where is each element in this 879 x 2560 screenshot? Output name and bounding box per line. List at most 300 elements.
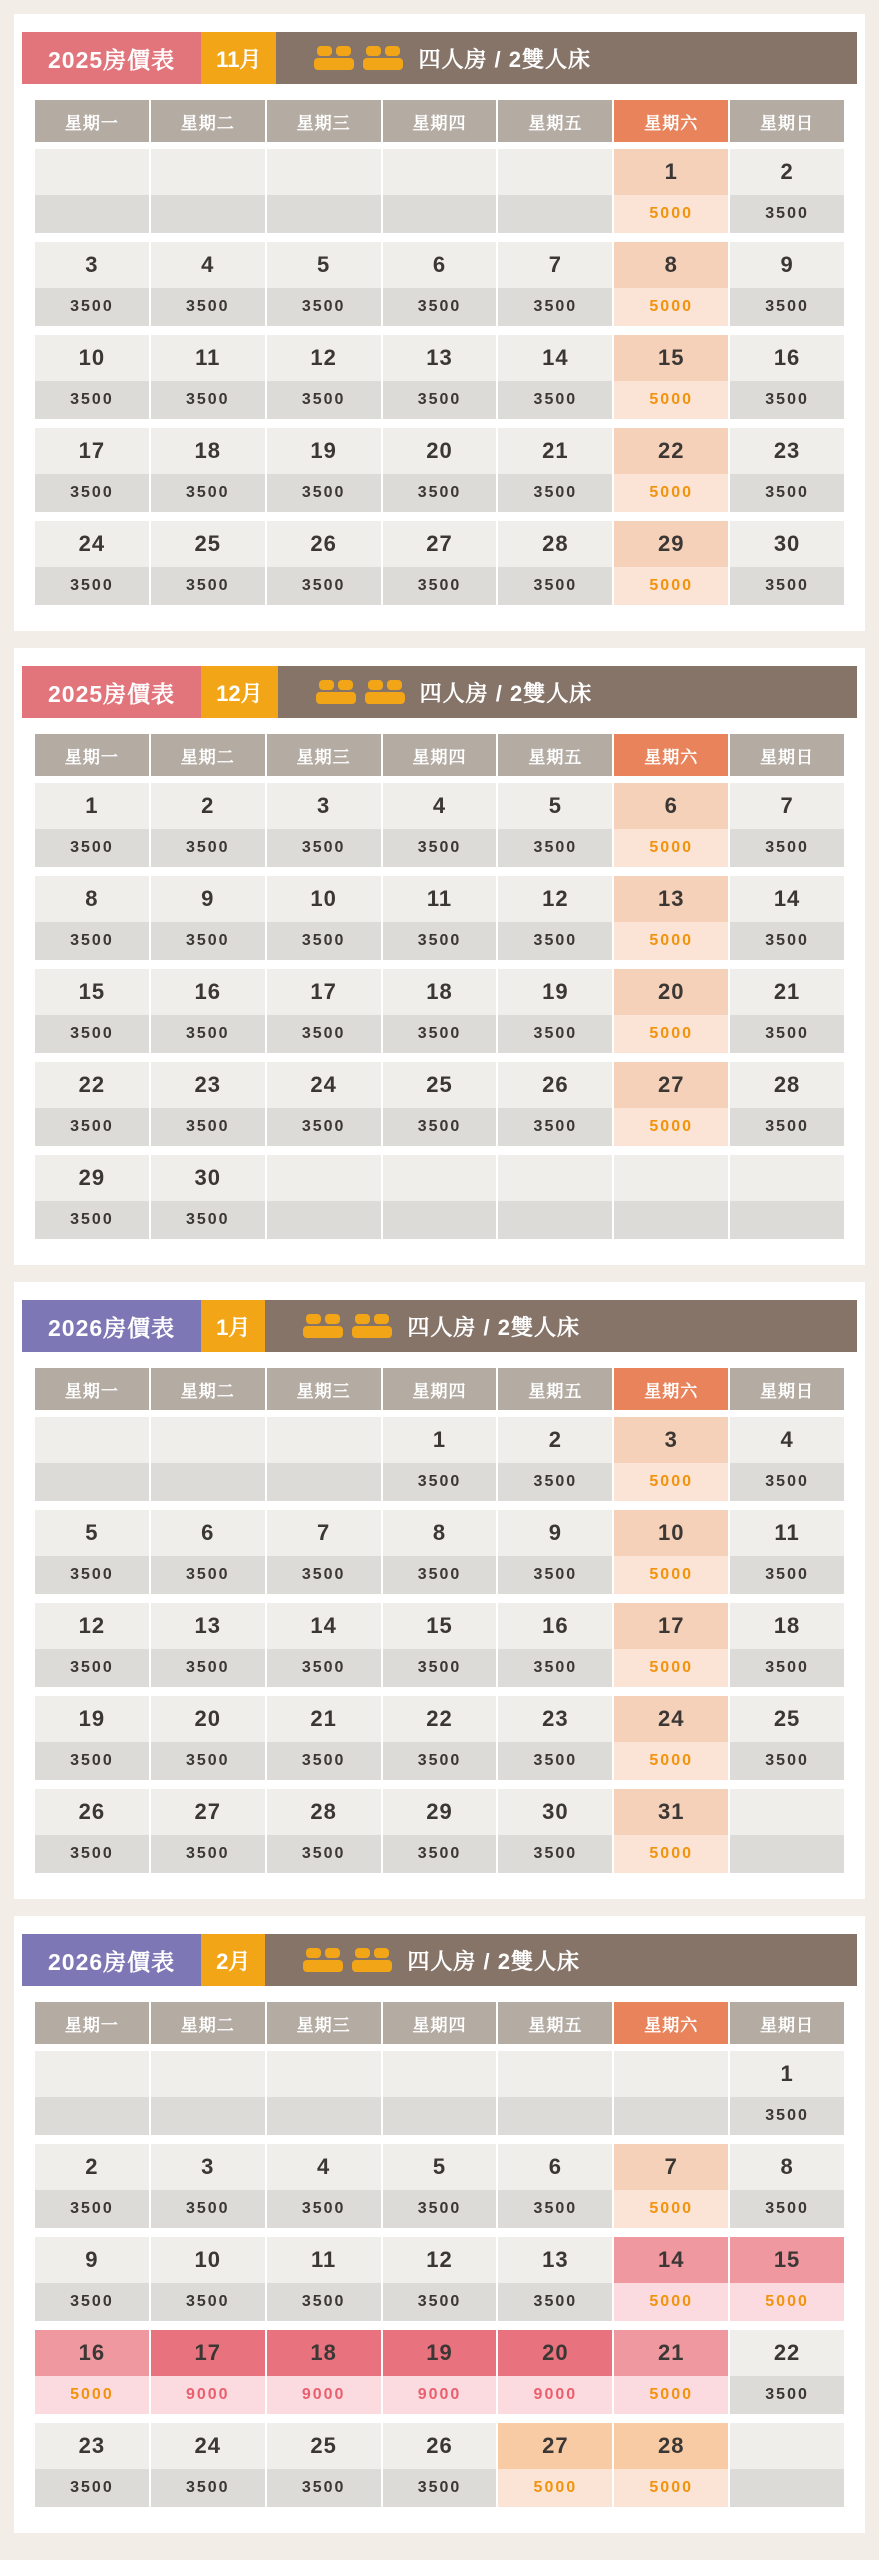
day-cell bbox=[151, 2144, 265, 2228]
day-cell bbox=[151, 1603, 265, 1687]
day-number: 20 bbox=[614, 969, 728, 1015]
day-cell bbox=[730, 521, 844, 605]
empty-cell bbox=[267, 1417, 381, 1501]
weekday-header-1: 星期一 bbox=[35, 734, 149, 776]
day-cell bbox=[383, 521, 497, 605]
day-number: 28 bbox=[614, 2423, 728, 2469]
day-number: 2 bbox=[35, 2144, 149, 2190]
day-number: 24 bbox=[267, 1062, 381, 1108]
weekday-header-7: 星期日 bbox=[730, 100, 844, 142]
price-value: 5000 bbox=[614, 381, 728, 419]
price-value: 3500 bbox=[151, 381, 265, 419]
weekday-header-4: 星期四 bbox=[383, 1368, 497, 1410]
day-cell bbox=[267, 2237, 381, 2321]
price-value: 5000 bbox=[614, 2376, 728, 2414]
day-cell bbox=[151, 1155, 265, 1239]
weeks-container bbox=[35, 2051, 844, 2507]
day-cell bbox=[151, 242, 265, 326]
price-value: 3500 bbox=[383, 1015, 497, 1053]
day-cell bbox=[614, 969, 728, 1053]
day-cell bbox=[35, 783, 149, 867]
price-value: 5000 bbox=[614, 1463, 728, 1501]
double-bed-icon bbox=[352, 1947, 392, 1974]
price-value bbox=[614, 2097, 728, 2135]
day-cell bbox=[730, 428, 844, 512]
day-number: 24 bbox=[35, 521, 149, 567]
price-value: 3500 bbox=[498, 1108, 612, 1146]
price-value: 5000 bbox=[614, 1108, 728, 1146]
price-value: 5000 bbox=[730, 2283, 844, 2321]
price-value: 9000 bbox=[267, 2376, 381, 2414]
empty-cell bbox=[267, 2051, 381, 2135]
price-value: 3500 bbox=[383, 1108, 497, 1146]
day-number: 20 bbox=[151, 1696, 265, 1742]
day-cell bbox=[35, 2237, 149, 2321]
price-value: 3500 bbox=[35, 1015, 149, 1053]
day-number: 8 bbox=[614, 242, 728, 288]
price-value: 3500 bbox=[498, 288, 612, 326]
day-number: 13 bbox=[614, 876, 728, 922]
day-cell bbox=[267, 242, 381, 326]
price-value: 3500 bbox=[730, 1108, 844, 1146]
day-number: 29 bbox=[35, 1155, 149, 1201]
day-cell bbox=[498, 428, 612, 512]
price-value: 3500 bbox=[730, 567, 844, 605]
day-cell bbox=[383, 1603, 497, 1687]
weekday-header-5: 星期五 bbox=[498, 1368, 612, 1410]
day-cell bbox=[35, 1062, 149, 1146]
day-number bbox=[35, 149, 149, 195]
price-value: 3500 bbox=[267, 288, 381, 326]
weekday-header-2: 星期二 bbox=[151, 100, 265, 142]
day-cell bbox=[614, 1417, 728, 1501]
day-cell bbox=[614, 1696, 728, 1780]
day-number bbox=[383, 1155, 497, 1201]
day-cell bbox=[730, 149, 844, 233]
day-number: 11 bbox=[151, 335, 265, 381]
day-cell bbox=[151, 428, 265, 512]
double-bed-icon bbox=[303, 1947, 343, 1974]
day-number: 9 bbox=[498, 1510, 612, 1556]
price-value: 5000 bbox=[614, 1015, 728, 1053]
day-number bbox=[151, 1417, 265, 1463]
day-cell bbox=[35, 2144, 149, 2228]
day-number: 23 bbox=[35, 2423, 149, 2469]
day-cell bbox=[35, 1155, 149, 1239]
week-row bbox=[35, 2237, 844, 2321]
weekday-header-6: 星期六 bbox=[614, 734, 728, 776]
price-value bbox=[151, 195, 265, 233]
price-value: 3500 bbox=[267, 1108, 381, 1146]
day-number: 12 bbox=[498, 876, 612, 922]
day-cell bbox=[498, 876, 612, 960]
day-cell bbox=[498, 2423, 612, 2507]
price-value: 3500 bbox=[730, 2376, 844, 2414]
day-number: 10 bbox=[151, 2237, 265, 2283]
day-number bbox=[614, 1155, 728, 1201]
price-value bbox=[383, 2097, 497, 2135]
day-number: 2 bbox=[498, 1417, 612, 1463]
week-row bbox=[35, 1789, 844, 1873]
day-number: 3 bbox=[35, 242, 149, 288]
empty-cell bbox=[498, 149, 612, 233]
day-number: 18 bbox=[151, 428, 265, 474]
month-badge: 11月 bbox=[201, 32, 276, 84]
calendar-grid bbox=[35, 1368, 844, 1873]
price-value: 3500 bbox=[730, 1556, 844, 1594]
week-row bbox=[35, 521, 844, 605]
calendar-card bbox=[14, 1916, 865, 2533]
price-value: 3500 bbox=[151, 1742, 265, 1780]
day-number: 1 bbox=[35, 783, 149, 829]
day-cell bbox=[267, 1789, 381, 1873]
day-number: 16 bbox=[730, 335, 844, 381]
week-row bbox=[35, 969, 844, 1053]
price-value: 3500 bbox=[498, 474, 612, 512]
day-cell bbox=[383, 1789, 497, 1873]
day-number: 18 bbox=[267, 2330, 381, 2376]
week-row bbox=[35, 2051, 844, 2135]
day-number: 13 bbox=[151, 1603, 265, 1649]
day-cell bbox=[267, 876, 381, 960]
day-number: 19 bbox=[267, 428, 381, 474]
day-number: 13 bbox=[383, 335, 497, 381]
day-cell bbox=[267, 969, 381, 1053]
calendar-header bbox=[22, 1934, 857, 1986]
day-cell bbox=[383, 2144, 497, 2228]
price-value: 3500 bbox=[267, 567, 381, 605]
week-row bbox=[35, 783, 844, 867]
price-value: 3500 bbox=[35, 2190, 149, 2228]
week-row bbox=[35, 1155, 844, 1239]
price-value bbox=[498, 1201, 612, 1239]
day-cell bbox=[35, 876, 149, 960]
day-number: 21 bbox=[730, 969, 844, 1015]
price-value: 3500 bbox=[35, 381, 149, 419]
day-number: 9 bbox=[151, 876, 265, 922]
price-value: 5000 bbox=[614, 1649, 728, 1687]
day-number: 21 bbox=[498, 428, 612, 474]
empty-cell bbox=[498, 2051, 612, 2135]
day-cell bbox=[498, 783, 612, 867]
weekday-header-7: 星期日 bbox=[730, 1368, 844, 1410]
price-value: 3500 bbox=[498, 2190, 612, 2228]
double-bed-icon bbox=[365, 679, 405, 706]
empty-cell bbox=[151, 149, 265, 233]
day-cell bbox=[383, 1062, 497, 1146]
day-number: 29 bbox=[614, 521, 728, 567]
price-value: 3500 bbox=[267, 1742, 381, 1780]
weeks-container bbox=[35, 1417, 844, 1873]
day-cell bbox=[35, 1603, 149, 1687]
price-value: 3500 bbox=[151, 1649, 265, 1687]
week-row bbox=[35, 2423, 844, 2507]
day-cell bbox=[35, 242, 149, 326]
weekday-header-1: 星期一 bbox=[35, 1368, 149, 1410]
price-value: 5000 bbox=[614, 2283, 728, 2321]
day-cell bbox=[730, 969, 844, 1053]
day-number: 5 bbox=[383, 2144, 497, 2190]
day-cell bbox=[35, 2423, 149, 2507]
price-value: 3500 bbox=[383, 474, 497, 512]
price-value: 3500 bbox=[730, 1742, 844, 1780]
price-value bbox=[383, 1201, 497, 1239]
day-number: 5 bbox=[498, 783, 612, 829]
day-cell bbox=[267, 783, 381, 867]
price-value: 9000 bbox=[383, 2376, 497, 2414]
price-value bbox=[730, 1201, 844, 1239]
price-value: 3500 bbox=[267, 1649, 381, 1687]
price-value: 3500 bbox=[151, 1556, 265, 1594]
price-value: 3500 bbox=[35, 474, 149, 512]
price-value: 3500 bbox=[151, 474, 265, 512]
weekday-header-2: 星期二 bbox=[151, 1368, 265, 1410]
day-cell bbox=[267, 521, 381, 605]
weeks-container bbox=[35, 149, 844, 605]
day-cell bbox=[498, 1789, 612, 1873]
day-number: 6 bbox=[151, 1510, 265, 1556]
day-number: 6 bbox=[614, 783, 728, 829]
day-cell bbox=[498, 1603, 612, 1687]
day-cell bbox=[151, 521, 265, 605]
day-cell bbox=[151, 1789, 265, 1873]
price-value: 3500 bbox=[383, 288, 497, 326]
price-value: 3500 bbox=[151, 1835, 265, 1873]
price-value: 5000 bbox=[614, 1835, 728, 1873]
price-value: 3500 bbox=[498, 567, 612, 605]
price-value: 3500 bbox=[35, 1835, 149, 1873]
week-row bbox=[35, 1696, 844, 1780]
day-number: 12 bbox=[35, 1603, 149, 1649]
day-cell bbox=[383, 876, 497, 960]
day-number: 1 bbox=[730, 2051, 844, 2097]
price-value: 3500 bbox=[498, 2283, 612, 2321]
day-number: 14 bbox=[267, 1603, 381, 1649]
day-number: 11 bbox=[383, 876, 497, 922]
week-row bbox=[35, 1510, 844, 1594]
price-value: 3500 bbox=[730, 2190, 844, 2228]
day-number: 30 bbox=[151, 1155, 265, 1201]
room-type-label: 四人房 / 2雙人床 bbox=[418, 46, 592, 72]
price-value: 3500 bbox=[151, 288, 265, 326]
day-cell bbox=[383, 1417, 497, 1501]
day-cell bbox=[383, 2423, 497, 2507]
weekday-header-6: 星期六 bbox=[614, 2002, 728, 2044]
day-cell bbox=[151, 1510, 265, 1594]
price-value: 5000 bbox=[614, 1556, 728, 1594]
price-value bbox=[267, 1463, 381, 1501]
day-cell bbox=[267, 335, 381, 419]
price-value: 3500 bbox=[267, 2190, 381, 2228]
day-cell bbox=[35, 1696, 149, 1780]
price-value: 3500 bbox=[35, 1742, 149, 1780]
day-cell bbox=[730, 876, 844, 960]
year-badge: 2026房價表 bbox=[22, 1300, 201, 1352]
day-cell bbox=[730, 2144, 844, 2228]
price-value: 3500 bbox=[35, 1649, 149, 1687]
price-value: 3500 bbox=[151, 922, 265, 960]
weekday-header-row bbox=[35, 1368, 844, 1410]
price-value: 3500 bbox=[730, 922, 844, 960]
weekday-header-1: 星期一 bbox=[35, 100, 149, 142]
empty-cell bbox=[151, 1417, 265, 1501]
day-number: 8 bbox=[35, 876, 149, 922]
day-cell bbox=[614, 1062, 728, 1146]
day-number: 5 bbox=[35, 1510, 149, 1556]
day-cell bbox=[614, 2237, 728, 2321]
day-cell bbox=[267, 428, 381, 512]
weekday-header-row bbox=[35, 2002, 844, 2044]
day-number: 30 bbox=[730, 521, 844, 567]
day-number bbox=[267, 1417, 381, 1463]
day-cell bbox=[614, 783, 728, 867]
price-value: 5000 bbox=[614, 829, 728, 867]
price-value bbox=[151, 2097, 265, 2135]
day-number: 16 bbox=[35, 2330, 149, 2376]
day-number: 4 bbox=[730, 1417, 844, 1463]
weekday-header-4: 星期四 bbox=[383, 100, 497, 142]
empty-cell bbox=[267, 149, 381, 233]
price-value: 3500 bbox=[730, 474, 844, 512]
price-value: 3500 bbox=[498, 1556, 612, 1594]
price-value: 3500 bbox=[383, 1835, 497, 1873]
empty-cell bbox=[614, 1155, 728, 1239]
price-value bbox=[614, 1201, 728, 1239]
day-number: 14 bbox=[498, 335, 612, 381]
price-value bbox=[383, 195, 497, 233]
price-value: 5000 bbox=[614, 195, 728, 233]
weekday-header-3: 星期三 bbox=[267, 2002, 381, 2044]
day-cell bbox=[730, 1603, 844, 1687]
day-number: 12 bbox=[383, 2237, 497, 2283]
empty-cell bbox=[383, 149, 497, 233]
day-cell bbox=[151, 783, 265, 867]
calendar-header bbox=[22, 666, 857, 718]
day-cell bbox=[383, 969, 497, 1053]
price-value: 3500 bbox=[498, 1015, 612, 1053]
price-value: 3500 bbox=[730, 195, 844, 233]
day-cell bbox=[730, 242, 844, 326]
day-number: 27 bbox=[151, 1789, 265, 1835]
day-cell bbox=[498, 521, 612, 605]
day-number: 21 bbox=[267, 1696, 381, 1742]
day-cell bbox=[383, 242, 497, 326]
day-number: 22 bbox=[730, 2330, 844, 2376]
week-row bbox=[35, 149, 844, 233]
week-row bbox=[35, 1062, 844, 1146]
price-value: 3500 bbox=[383, 922, 497, 960]
price-value: 5000 bbox=[614, 1742, 728, 1780]
day-number bbox=[498, 2051, 612, 2097]
price-value: 3500 bbox=[151, 1108, 265, 1146]
weekday-header-6: 星期六 bbox=[614, 100, 728, 142]
day-cell bbox=[614, 2144, 728, 2228]
day-number: 6 bbox=[498, 2144, 612, 2190]
day-cell bbox=[730, 2237, 844, 2321]
week-row bbox=[35, 335, 844, 419]
day-number bbox=[730, 1789, 844, 1835]
weekday-header-4: 星期四 bbox=[383, 2002, 497, 2044]
price-value bbox=[498, 195, 612, 233]
price-value bbox=[151, 1463, 265, 1501]
price-value: 3500 bbox=[151, 2283, 265, 2321]
day-number bbox=[35, 2051, 149, 2097]
day-number: 30 bbox=[498, 1789, 612, 1835]
day-number: 6 bbox=[383, 242, 497, 288]
day-number: 27 bbox=[383, 521, 497, 567]
weekday-header-5: 星期五 bbox=[498, 2002, 612, 2044]
empty-cell bbox=[267, 1155, 381, 1239]
price-value: 3500 bbox=[383, 2283, 497, 2321]
day-number bbox=[151, 149, 265, 195]
weeks-container bbox=[35, 783, 844, 1239]
room-type-bar bbox=[278, 666, 857, 718]
day-cell bbox=[614, 242, 728, 326]
day-cell bbox=[498, 1510, 612, 1594]
weekday-header-3: 星期三 bbox=[267, 734, 381, 776]
day-cell bbox=[730, 1062, 844, 1146]
price-value: 3500 bbox=[383, 2190, 497, 2228]
day-cell bbox=[267, 2330, 381, 2414]
day-number: 10 bbox=[267, 876, 381, 922]
price-value: 9000 bbox=[151, 2376, 265, 2414]
day-number: 27 bbox=[498, 2423, 612, 2469]
day-cell bbox=[151, 1696, 265, 1780]
day-number: 29 bbox=[383, 1789, 497, 1835]
day-cell bbox=[730, 2051, 844, 2135]
day-number: 9 bbox=[730, 242, 844, 288]
room-type-label: 四人房 / 2雙人床 bbox=[407, 1314, 580, 1340]
price-value: 3500 bbox=[267, 1015, 381, 1053]
day-cell bbox=[151, 335, 265, 419]
day-number: 19 bbox=[35, 1696, 149, 1742]
price-value bbox=[730, 1835, 844, 1873]
day-number: 25 bbox=[383, 1062, 497, 1108]
weekday-header-2: 星期二 bbox=[151, 734, 265, 776]
empty-cell bbox=[383, 2051, 497, 2135]
day-number bbox=[267, 149, 381, 195]
day-cell bbox=[383, 2330, 497, 2414]
room-type-label: 四人房 / 2雙人床 bbox=[407, 1948, 580, 1974]
day-cell bbox=[267, 2423, 381, 2507]
price-value: 5000 bbox=[614, 567, 728, 605]
year-badge: 2026房價表 bbox=[22, 1934, 201, 1986]
price-value: 3500 bbox=[35, 288, 149, 326]
day-number bbox=[267, 1155, 381, 1201]
price-value: 3500 bbox=[383, 1556, 497, 1594]
room-type-bar bbox=[265, 1934, 857, 1986]
day-number: 14 bbox=[730, 876, 844, 922]
weekday-header-2: 星期二 bbox=[151, 2002, 265, 2044]
day-number bbox=[730, 1155, 844, 1201]
calendar-header bbox=[22, 1300, 857, 1352]
calendar-card bbox=[14, 14, 865, 631]
day-cell bbox=[151, 2423, 265, 2507]
day-cell bbox=[383, 1510, 497, 1594]
empty-cell bbox=[35, 149, 149, 233]
price-value: 3500 bbox=[267, 2469, 381, 2507]
price-value: 3500 bbox=[730, 1015, 844, 1053]
day-number bbox=[383, 149, 497, 195]
weekday-header-row bbox=[35, 100, 844, 142]
day-number: 23 bbox=[498, 1696, 612, 1742]
day-cell bbox=[35, 428, 149, 512]
price-value: 3500 bbox=[151, 2190, 265, 2228]
day-number: 8 bbox=[730, 2144, 844, 2190]
day-number: 4 bbox=[151, 242, 265, 288]
day-number: 1 bbox=[614, 149, 728, 195]
day-number: 23 bbox=[151, 1062, 265, 1108]
